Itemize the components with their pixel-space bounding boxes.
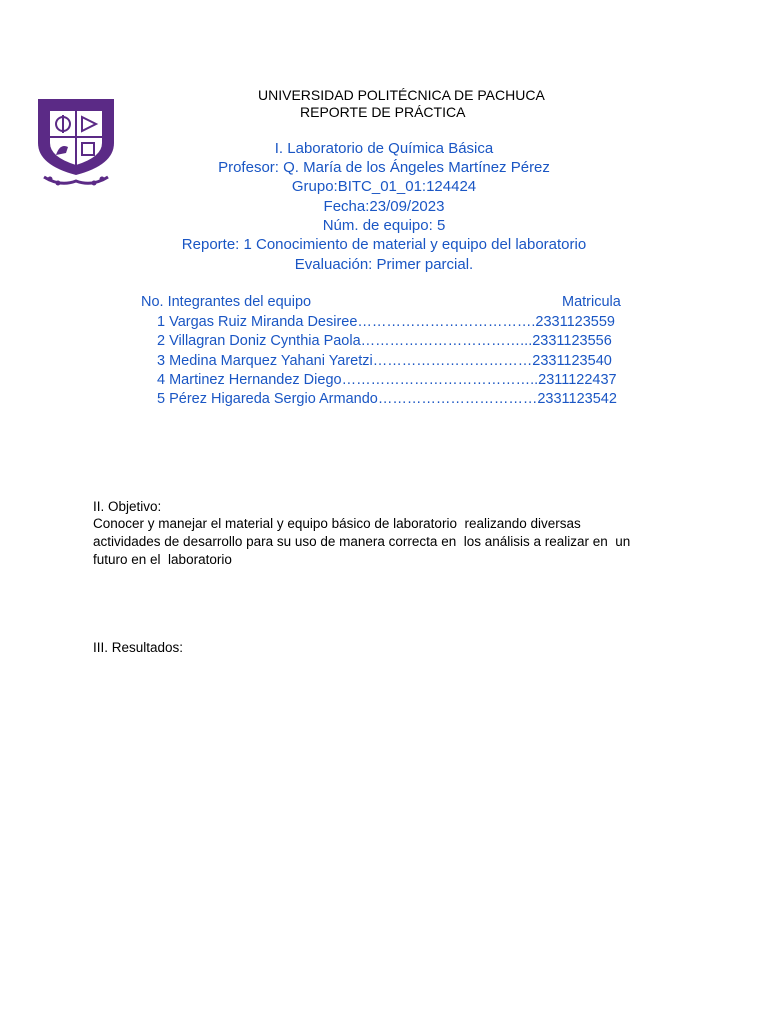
group: Grupo:BITC_01_01:124424	[291, 178, 477, 195]
members-header: No. Integrantes del equipo	[141, 294, 312, 310]
objective-line: Conocer y manejar el material y equipo básico de laboratorio realizando diversas	[93, 516, 581, 531]
report-title: Reporte: 1 Conocimiento de material y equipo del laboratorio	[181, 236, 587, 253]
results-heading: III. Resultados:	[93, 640, 184, 655]
member-row: 4 Martinez Hernandez Diego…………………………………..2311122437	[157, 372, 617, 388]
member-row: 1 Vargas Ruiz Miranda Desiree……………………………….2331123559	[157, 314, 615, 330]
member-row: 2 Villagran Doniz Cynthia Paola……………………………...2331123556	[157, 333, 612, 349]
objective-line: actividades de desarrollo para su uso de manera correcta en los análisis a realizar en un	[93, 534, 631, 549]
date: Fecha:23/09/2023	[323, 198, 445, 215]
member-row: 5 Pérez Higareda Sergio Armando……………………………2331123542	[157, 391, 617, 407]
objective-line: futuro en el laboratorio	[93, 552, 232, 567]
objective-heading: II. Objetivo:	[93, 499, 162, 514]
report-type: REPORTE DE PRÁCTICA	[300, 104, 466, 120]
matricula-header: Matricula	[562, 294, 621, 310]
member-row: 3 Medina Marquez Yahani Yaretzi……………………………2331123540	[157, 353, 612, 369]
lab-title: I. Laboratorio de Química Básica	[274, 140, 494, 157]
evaluation: Evaluación: Primer parcial.	[294, 256, 474, 273]
team-number: Núm. de equipo: 5	[322, 217, 446, 234]
professor: Profesor: Q. María de los Ángeles Martínez Pérez	[218, 159, 550, 176]
university-name: UNIVERSIDAD POLITÉCNICA DE PACHUCA	[258, 87, 545, 103]
